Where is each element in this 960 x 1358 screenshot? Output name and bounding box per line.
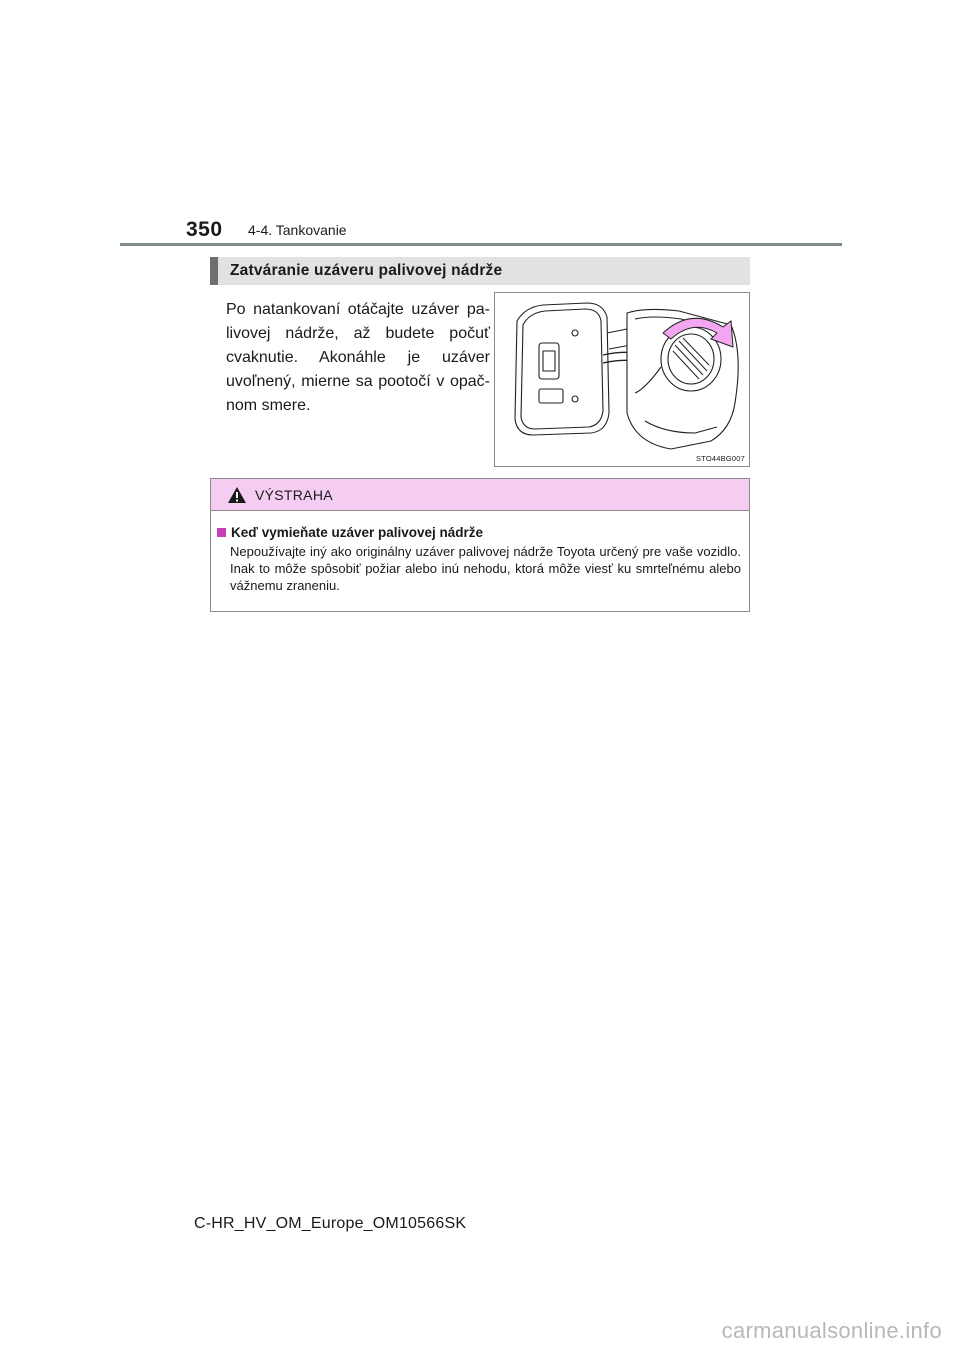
paragraph-line: cvaknutie. Akonáhle je uzáver xyxy=(226,349,490,366)
warning-triangle-icon xyxy=(227,486,247,504)
page-number: 350 xyxy=(186,218,223,241)
paragraph-line: nom smere. xyxy=(226,397,311,414)
watermark: carmanualsonline.info xyxy=(721,1318,942,1343)
subsection-title: Zatváranie uzáveru palivovej nádrže xyxy=(230,262,503,279)
warning-box xyxy=(210,478,750,612)
fuel-door-drawing xyxy=(495,293,749,466)
paragraph-line: livovej nádrže, až budete počuť xyxy=(226,325,490,342)
header-divider xyxy=(120,243,842,246)
figure-code: STO44BG007 xyxy=(696,454,745,463)
bullet-square-icon xyxy=(217,528,226,537)
warning-title: VÝSTRAHA xyxy=(255,486,333,503)
subsection-heading xyxy=(210,257,750,285)
fuel-cap-illustration xyxy=(494,292,750,467)
paragraph-line: uvoľnený, mierne sa pootočí v opač- xyxy=(226,373,490,390)
footer-document-id: C-HR_HV_OM_Europe_OM10566SK xyxy=(194,1215,467,1232)
instruction-paragraph xyxy=(226,298,490,418)
warning-item-title: Keď vymieňate uzáver palivovej nádrže xyxy=(231,525,484,540)
paragraph-line: Po natankovaní otáčajte uzáver pa- xyxy=(226,301,490,318)
warning-header xyxy=(211,479,749,511)
warning-item-text: Nepoužívajte iný ako originálny uzáver palivovej nádrže Toyota určený pre vaše vozidlo. Inak to môže spôsobiť požiar alebo inú nehodu, ktorá môže viesť ku smrteľnému alebo vážnemu zraneniu. xyxy=(230,544,741,593)
warning-item-heading xyxy=(217,525,483,540)
section-label: 4-4. Tankovanie xyxy=(248,222,347,238)
